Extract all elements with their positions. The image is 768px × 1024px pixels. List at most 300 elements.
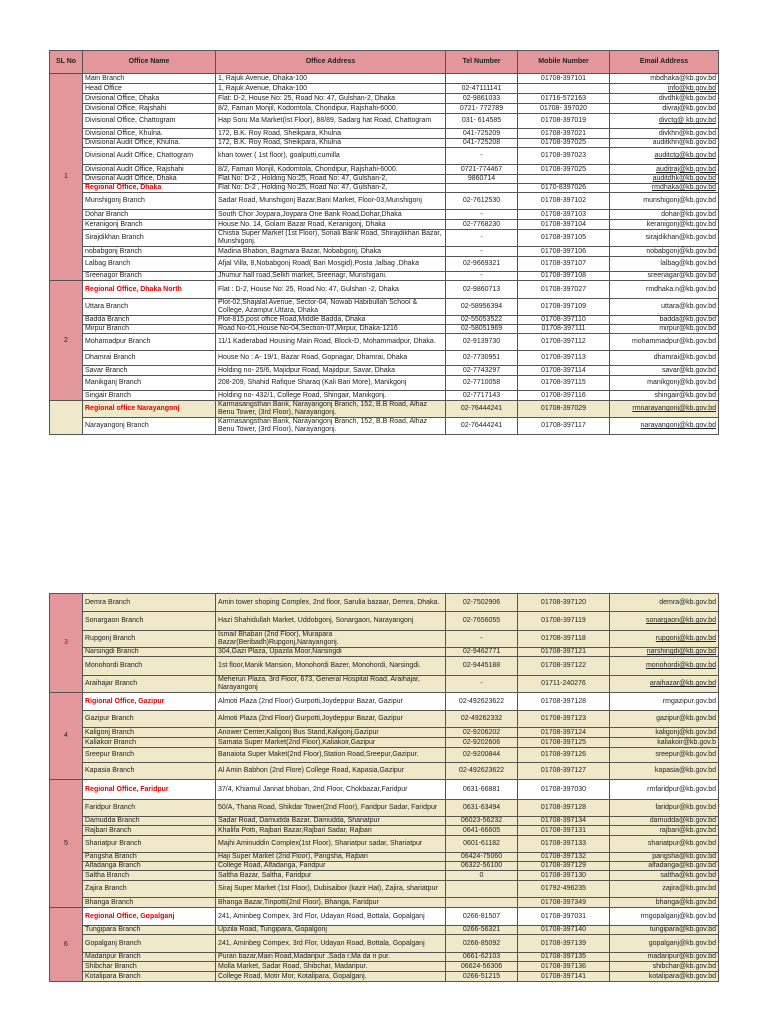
email-address: dhamrai@kb.gov.bd	[610, 351, 719, 366]
tel-number: 0631-66881	[446, 780, 518, 800]
office-address: Afjal Villa, 8,Nobabgonj Road( Bari Mosgid),Posta ,lalbag ,Dhaka	[216, 257, 446, 272]
table-row	[50, 898, 719, 908]
email-address: bhanga@kb.gov.bd	[610, 898, 719, 908]
mobile-number: 01708-397112	[518, 334, 610, 351]
email-address: munshigonj@kb.gov.bd	[610, 193, 719, 210]
table-row	[50, 351, 719, 366]
header-tel: Tel Number	[446, 51, 518, 74]
office-address: Banaiota Super Maket(2nd Floor),Station Road,Sreepur,Gazipur.	[216, 748, 446, 763]
tel-number: 02-7730951	[446, 351, 518, 366]
email-address: kaliakoir@kb.gov.b	[610, 738, 719, 748]
office-address: Ismail Bhaban (2nd Floor), Murapara Bazar(Beribadh)Rupgonj,Narayangonj.	[216, 631, 446, 648]
office-name: Sreepur Branch	[83, 748, 216, 763]
office-address: Plot-02,Shajalal Avenue, Sector-04, Nowab Habibullah School & College, Azampur,Uttara, Dhaka	[216, 299, 446, 316]
tel-number: 02-58956394	[446, 299, 518, 316]
office-name: Divisional Office, Dhaka	[83, 94, 216, 104]
office-name: Faridpur Branch	[83, 800, 216, 817]
office-name: Monohordi Branch	[83, 657, 216, 676]
mobile-number: 01708-397104	[518, 220, 610, 230]
tel-number: 02-7768230	[446, 220, 518, 230]
office-address: Holding no- 25/6, Majidpur Road, Majidpur, Savar, Dhaka	[216, 366, 446, 376]
table-row	[50, 871, 719, 881]
sl-number: 4	[50, 693, 83, 780]
office-address: Hap Soru Ma Market(Ist Floor), 88/89, Sadarg hat Road, Chattogram	[216, 114, 446, 129]
office-name: Gopalganj Branch	[83, 935, 216, 953]
office-name: Sonargaon Branch	[83, 612, 216, 631]
email-address: badda@kb.gov.bd	[610, 316, 719, 325]
office-address: Almoti Plaza (2nd Floor) Gurpotti,Joydeppur Bazar, Gazipur	[216, 693, 446, 711]
table-row	[50, 693, 719, 711]
office-name: Regional Office, Faridpur	[83, 780, 216, 800]
mobile-number: 01716-572163	[518, 94, 610, 104]
email-address: auditraj@kb.gov.bd	[610, 165, 719, 175]
office-address: 11/1 Kaderabad Housing Main Road, Block-D, Mohammadpur, Dhaka.	[216, 334, 446, 351]
office-name: Madaripur Branch	[83, 953, 216, 962]
email-address: damudda@kb.gov.bd	[610, 817, 719, 826]
tel-number: 0631-63494	[446, 800, 518, 817]
tel-number: 02-7656055	[446, 612, 518, 631]
table-row	[50, 953, 719, 962]
office-address: Siraj Super Market (1st Floor), Dubisaibor (kazir Hat), Zajira, shariatpur	[216, 881, 446, 898]
office-name: Shariatpur Branch	[83, 836, 216, 853]
mobile-number: 01711-240276	[518, 676, 610, 693]
table-row	[50, 826, 719, 836]
mobile-number: 01708-397128	[518, 693, 610, 711]
email-address: kotalipara@kb.gov.bd	[610, 972, 719, 982]
office-address: 304,Gazi Plaza, Upazila Moor,Narsingdi	[216, 648, 446, 657]
table-row	[50, 648, 719, 657]
office-address: Jhumur hall road,Selkh market, Sreenagr, Munshigani.	[216, 272, 446, 281]
tel-number: 0266-51215	[446, 972, 518, 982]
table-row	[50, 210, 719, 220]
office-name: Manikganj Branch	[83, 376, 216, 391]
email-address: lalbag@kb.gov.bd	[610, 257, 719, 272]
mobile-number: 01708-397126	[518, 748, 610, 763]
table-row	[50, 612, 719, 631]
mobile-number: 01708-397025	[518, 165, 610, 175]
mobile-number	[518, 175, 610, 184]
sl-number: 2	[50, 281, 83, 401]
tel-number: 0266-85092	[446, 935, 518, 953]
tel-number: 02-9462771	[446, 648, 518, 657]
email-address: uttara@kb.gov.bd	[610, 299, 719, 316]
offices-table-1	[49, 50, 719, 435]
mobile-number: 01708-397109	[518, 299, 610, 316]
table-row	[50, 657, 719, 676]
email-address: nobabgonj@kb.gov.bd	[610, 247, 719, 257]
email-address: zajira@kb.gov.bd	[610, 881, 719, 898]
office-address: Road No-01,House No-04,Section-07,Mirpur, Dhaka-1216	[216, 325, 446, 334]
mobile-number: 01708-397132	[518, 853, 610, 862]
mobile-number: 01792-496235	[518, 881, 610, 898]
tel-number: 02-7502906	[446, 594, 518, 612]
email-address: madaripur@kb.gov.bd	[610, 953, 719, 962]
office-name: Kotalipara Branch	[83, 972, 216, 982]
office-name: Regional Office, Dhaka	[83, 184, 216, 193]
table-row	[50, 247, 719, 257]
mobile-number: 01708-397030	[518, 780, 610, 800]
table-row	[50, 728, 719, 738]
email-address: mbdhaka@kb.gov.bd	[610, 74, 719, 84]
office-name: Demra Branch	[83, 594, 216, 612]
office-address: 241, Aminbeg Compex, 3rd Flor, Udayan Road, Bottala, Gopalganj	[216, 908, 446, 926]
mobile-number	[518, 84, 610, 94]
office-address: Plot-815,post office Road,Middle Badda, Dhaka	[216, 316, 446, 325]
office-address: 8/2, Faman Monjil, Kodomtola, Chondipur, Rajshahi-6000.	[216, 165, 446, 175]
tel-number	[446, 74, 518, 84]
mobile-number: 01708-397029	[518, 401, 610, 418]
tel-number: 02-55053522	[446, 316, 518, 325]
email-address: araihazar@kb.gov.bd	[610, 676, 719, 693]
email-address: pangsha@kb.gov.bd	[610, 853, 719, 862]
table-row	[50, 836, 719, 853]
office-address: Upzila Road, Tungipara, Gopalgonj	[216, 926, 446, 935]
tel-number: 0266-56321	[446, 926, 518, 935]
office-address: Karmasangsthan Bank, Narayangonj Branch, 152, B.B Road, Alhaz Benu Tower, (3rd Floor), Narayangonj.	[216, 418, 446, 435]
header-row	[50, 51, 719, 74]
email-address: savar@kb.gov.bd	[610, 366, 719, 376]
email-address: rupgonj@kb.gov.bd	[610, 631, 719, 648]
table-row	[50, 676, 719, 693]
email-address: narshingdi@kb.gov.bd	[610, 648, 719, 657]
table-row	[50, 594, 719, 612]
office-name: Rajbari Branch	[83, 826, 216, 836]
sl-number: 3	[50, 594, 83, 693]
office-name: Zajira Branch	[83, 881, 216, 898]
tel-number: 06023-56232	[446, 817, 518, 826]
mobile-number: 01708-397131	[518, 826, 610, 836]
table-row	[50, 926, 719, 935]
email-address: kaligonj@kb.gov.bd	[610, 728, 719, 738]
table-row	[50, 418, 719, 435]
tel-number: 02-58051969	[446, 325, 518, 334]
tel-number: 02-9200844	[446, 748, 518, 763]
tel-number: 0601-61182	[446, 836, 518, 853]
mobile-number: 01708-397103	[518, 210, 610, 220]
table-row	[50, 316, 719, 325]
table-row	[50, 74, 719, 84]
tel-number: 02-47111141	[446, 84, 518, 94]
tel-number	[446, 184, 518, 193]
table-row	[50, 334, 719, 351]
table-row	[50, 184, 719, 193]
office-name: Divisional Audit Office, Chattogram	[83, 148, 216, 165]
mobile-number: 01708- 397020	[518, 104, 610, 114]
sl-number: 1	[50, 74, 83, 281]
header-email: Email Address	[610, 51, 719, 74]
email-address: shingair@kb.gov.bd	[610, 391, 719, 401]
office-name: Dohar Branch	[83, 210, 216, 220]
office-name: Munshigonj Branch	[83, 193, 216, 210]
mobile-number: 01708-397134	[518, 817, 610, 826]
office-name: Divisional Audit Office, Dhaka	[83, 175, 216, 184]
mobile-number: 01708-397019	[518, 114, 610, 129]
office-address: Khalifa Potti, Rajbari Bazar,Rajbari Sadar, Rajbari	[216, 826, 446, 836]
office-address: Flat : D-2, House No: 25, Road No: 47, Gulshan -2, Dhaka	[216, 281, 446, 299]
office-name: Kaliakoir Branch	[83, 738, 216, 748]
table-row	[50, 935, 719, 953]
tel-number: 02-9206202	[446, 728, 518, 738]
email-address: sreenagar@kb.gov.bd	[610, 272, 719, 281]
mobile-number: 01708-397129	[518, 862, 610, 871]
email-address: mirpur@kb.gov.bd	[610, 325, 719, 334]
mobile-number: 01708-397123	[518, 711, 610, 728]
mobile-number: 01708-397106	[518, 247, 610, 257]
tel-number: 06322-56100	[446, 862, 518, 871]
office-name: Divisional Office, Khulna.	[83, 129, 216, 139]
mobile-number: 01708-397125	[518, 738, 610, 748]
table-row	[50, 148, 719, 165]
office-name: Regional Office, Gopalganj	[83, 908, 216, 926]
email-address: kapasia@kb.gov.bd	[610, 763, 719, 780]
table-row	[50, 193, 719, 210]
tel-number: 02-492623622	[446, 763, 518, 780]
mobile-number: 01708-397101	[518, 74, 610, 84]
tel-number: 0661-62103	[446, 953, 518, 962]
mobile-number: 01708-397133	[518, 836, 610, 853]
office-name: Narayangonj Branch	[83, 418, 216, 435]
mobile-number: 01708-397140	[518, 926, 610, 935]
table-row	[50, 763, 719, 780]
table-row	[50, 391, 719, 401]
table-row	[50, 853, 719, 862]
tel-number: -	[446, 272, 518, 281]
office-address: Al Amin Babhon (2nd Flore) College Road, Kapasia,Gazipur	[216, 763, 446, 780]
email-address: saltha@kb.gov.bd	[610, 871, 719, 881]
office-address: Meherun Plaza, 3rd Floor, 673, General Hospital Road, Araihajar, Narayangonj	[216, 676, 446, 693]
tel-number: -	[446, 210, 518, 220]
mobile-number: 01708-397121	[518, 648, 610, 657]
tel-number: 041-725209	[446, 129, 518, 139]
tel-number: 0721-774467	[446, 165, 518, 175]
tel-number: 02-9139730	[446, 334, 518, 351]
office-name: Keranigonj Branch	[83, 220, 216, 230]
table-row	[50, 366, 719, 376]
mobile-number: 01708-397141	[518, 972, 610, 982]
tel-number: 02-9861033	[446, 94, 518, 104]
tel-number: -	[446, 247, 518, 257]
sl-number: 6	[50, 908, 83, 982]
office-name: Rigional Office, Gazipur	[83, 693, 216, 711]
table-row	[50, 908, 719, 926]
table-row	[50, 104, 719, 114]
office-address: House No : A- 19/1, Bazar Road, Gopnagar, Dhamrai, Dhaka	[216, 351, 446, 366]
email-address: dohar@kb.gov.bd	[610, 210, 719, 220]
tel-number: 031- 614585	[446, 114, 518, 129]
tel-number: 02-9860713	[446, 281, 518, 299]
tel-number: -	[446, 631, 518, 648]
office-address: 241, Aminbeg Compex, 3rd Flor, Udayan Road, Bottala, Gopalganj	[216, 935, 446, 953]
email-address: divdhk@kb.gov.bd	[610, 94, 719, 104]
email-address: alfadanga@kb.gov.bd	[610, 862, 719, 871]
office-name: Tungipara Branch	[83, 926, 216, 935]
table-row	[50, 817, 719, 826]
office-name: Kaligonj Branch	[83, 728, 216, 738]
email-address: rmnarayangonj@kb.gov.bd	[610, 401, 719, 418]
mobile-number: 01708-397114	[518, 366, 610, 376]
tel-number: 02-9669321	[446, 257, 518, 272]
office-name: Shibchar Branch	[83, 962, 216, 972]
office-name: Alfadanga Branch	[83, 862, 216, 871]
office-name: Regional office Narayangonj	[83, 401, 216, 418]
mobile-number: 01708-397111	[518, 325, 610, 334]
mobile-number: 01708-397124	[518, 728, 610, 738]
office-address: Chistia Super Market (1st Floor), Sonali Bank Road, Shirajdikhan Bazar, Munshigonj.	[216, 230, 446, 247]
office-address: Karmasangsthan Bank, Narayangonj Branch, 152, B.B Road, Alhaz Benu Tower, (3rd Floor), Narayangonj.	[216, 401, 446, 418]
email-address: sreepur@kb.gov.bd	[610, 748, 719, 763]
mobile-number: 01708-397130	[518, 871, 610, 881]
office-address: Samata Super Market(2nd Floor),Kaliakoir,Gazipur	[216, 738, 446, 748]
email-address: rmdhaka.n@kb.gov.bd	[610, 281, 719, 299]
table-row	[50, 325, 719, 334]
tel-number: 02-7612530	[446, 193, 518, 210]
mobile-number: 01708-397139	[518, 935, 610, 953]
tel-number: 06424-75060	[446, 853, 518, 862]
office-address: Flat: D-2, House No: 25, Road No: 47, Gulshan-2, Dhaka	[216, 94, 446, 104]
mobile-number: 01708-397108	[518, 272, 610, 281]
office-name: Head Office	[83, 84, 216, 94]
office-address: 172, B.K. Roy Road, Sheikpara, Khulna	[216, 129, 446, 139]
header-office-name: Office Name	[83, 51, 216, 74]
mobile-number: 01708-397021	[518, 129, 610, 139]
office-name: Pangsha Branch	[83, 853, 216, 862]
email-address: auditdhk@kb.gov.bd	[610, 175, 719, 184]
email-address: info@kb.gov.bd	[610, 84, 719, 94]
office-name: Divisional Audit Office, Khulna.	[83, 139, 216, 148]
email-address: gazipur@kb.gov.bd	[610, 711, 719, 728]
mobile-number: 01708-397120	[518, 594, 610, 612]
tel-number: 041-725208	[446, 139, 518, 148]
email-address: keranigonj@kb.gov.bd	[610, 220, 719, 230]
sl-number	[50, 401, 83, 435]
mobile-number: 01708-397127	[518, 763, 610, 780]
office-address: 50/A, Thana Road, Shikdar Tower(2nd Floor), Faridpur Sadar, Faridpur	[216, 800, 446, 817]
table-row	[50, 94, 719, 104]
tel-number: -	[446, 148, 518, 165]
header-mobile: Mobile Number	[518, 51, 610, 74]
office-address: 37/4, Khiamul Jannat bhoban, 2nd Floor, Chokbazar,Faridpur	[216, 780, 446, 800]
table-row	[50, 401, 719, 418]
table-row	[50, 230, 719, 247]
office-name: Singair Branch	[83, 391, 216, 401]
tel-number: 06624-56306	[446, 962, 518, 972]
office-name: Divisional Office, Rajshahi	[83, 104, 216, 114]
office-name: Bhanga Branch	[83, 898, 216, 908]
email-address: demra@kb.gov.bd	[610, 594, 719, 612]
office-address: Saltha Bazar, Saltha, Faridpur	[216, 871, 446, 881]
email-address: auditkhn@kb.gov.bd	[610, 139, 719, 148]
table-row	[50, 84, 719, 94]
office-address: House No. 14, Golam Bazar Road, Keranigonj, Dhaka	[216, 220, 446, 230]
office-name: Damudda Branch	[83, 817, 216, 826]
email-address: sonargaon@kb.gov.bd	[610, 612, 719, 631]
office-address: Haji Super Market (2nd Floor), Pangsha, Rajbari	[216, 853, 446, 862]
mobile-number: 01708-397135	[518, 953, 610, 962]
email-address: divkhn@kb.gov.bd	[610, 129, 719, 139]
table-row	[50, 962, 719, 972]
tel-number: 02-49262332	[446, 711, 518, 728]
office-address: Flat No: D-2 , Holding No:25, Road No: 47, Gulshan-2,	[216, 175, 446, 184]
office-name: Mirpur Branch	[83, 325, 216, 334]
table-row	[50, 272, 719, 281]
tel-number: 0641-66605	[446, 826, 518, 836]
tel-number: 02-7743297	[446, 366, 518, 376]
mobile-number: 01708-397115	[518, 376, 610, 391]
office-name: Badda Branch	[83, 316, 216, 325]
office-name: Gazipur Branch	[83, 711, 216, 728]
tel-number: 0	[446, 871, 518, 881]
email-address: rajbari@kb.gov.bd	[610, 826, 719, 836]
email-address: rmgazipur.gov.bd	[610, 693, 719, 711]
header-sl: SL No	[50, 51, 83, 74]
office-address: Anower Center,Kaligonj Bus Stand,Kaligonj,Gazipur	[216, 728, 446, 738]
office-name: Saltha Branch	[83, 871, 216, 881]
office-address: 1, Rajuk Avenue, Dhaka-100	[216, 84, 446, 94]
offices-table-2	[49, 593, 719, 982]
office-name: Kapasia Branch	[83, 763, 216, 780]
mobile-number: 01708-397105	[518, 230, 610, 247]
table-row	[50, 129, 719, 139]
office-name: Regional Office, Dhaka North	[83, 281, 216, 299]
office-name: Savar Branch	[83, 366, 216, 376]
tel-number: 02-492623622	[446, 693, 518, 711]
tel-number: -	[446, 676, 518, 693]
office-address: Holding no- 432/1, College Road, Shingair, Manikgonj.	[216, 391, 446, 401]
office-address: Sadar Road, Damudda Bazar, Damudda, Shariatpur	[216, 817, 446, 826]
office-name: nobabgonj Branch	[83, 247, 216, 257]
tel-number	[446, 898, 518, 908]
office-name: Main Branch	[83, 74, 216, 84]
office-name: Divisional Audit Office, Rajshahi	[83, 165, 216, 175]
office-name: Dhamrai Branch	[83, 351, 216, 366]
table-row	[50, 862, 719, 871]
email-address: manikgonj@kb.gov.bd	[610, 376, 719, 391]
office-name: Divisional Office, Chattogram	[83, 114, 216, 129]
mobile-number: 01708-397349	[518, 898, 610, 908]
office-address: Madina Bhabon, Bagmara Bazar, Nobabgonj, Dhaka	[216, 247, 446, 257]
table-row	[50, 220, 719, 230]
office-address: 8/2, Faman Monjil, Kodomtola, Chondipur, Rajshahi-6000.	[216, 104, 446, 114]
office-address: Amin tower shoping Complex, 2nd floor, Sarulia bazaar, Demra, Dhaka.	[216, 594, 446, 612]
table-row	[50, 165, 719, 175]
table-row	[50, 139, 719, 148]
tel-number: 0721- 772789	[446, 104, 518, 114]
email-address: divraj@kb.gov.bd	[610, 104, 719, 114]
mobile-number: 01708-397027	[518, 281, 610, 299]
email-address: tungipara@kb.gov.bd	[610, 926, 719, 935]
table-row	[50, 800, 719, 817]
email-address: gopalganj@kb.gov.bd	[610, 935, 719, 953]
email-address: auditctg@kb.gov.bd	[610, 148, 719, 165]
office-address: College Road, Motir Mor, Kotalipara, Gopalganj.	[216, 972, 446, 982]
office-address: Molla Market, Sadar Road, Shibchar, Madaripur.	[216, 962, 446, 972]
tel-number: 02-76444241	[446, 418, 518, 435]
table-row	[50, 780, 719, 800]
table-row	[50, 257, 719, 272]
mobile-number: 01708-397107	[518, 257, 610, 272]
office-address: Puran bazar,Main Road,Madaripur ,Sada r,Ma da ri pur.	[216, 953, 446, 962]
email-address: narayangonj@kb.gov.bd	[610, 418, 719, 435]
mobile-number: 01708-397110	[518, 316, 610, 325]
email-address: divctg@ kb.gov.bd	[610, 114, 719, 129]
office-address: Flat No: D-2 , Holding No:25, Road No: 47, Gulshan-2,	[216, 184, 446, 193]
office-name: Rupgonj Branch	[83, 631, 216, 648]
table-row	[50, 711, 719, 728]
office-name: Sreenagor Branch	[83, 272, 216, 281]
office-name: Araihajar Branch	[83, 676, 216, 693]
table-row	[50, 175, 719, 184]
mobile-number: 01708-397117	[518, 418, 610, 435]
